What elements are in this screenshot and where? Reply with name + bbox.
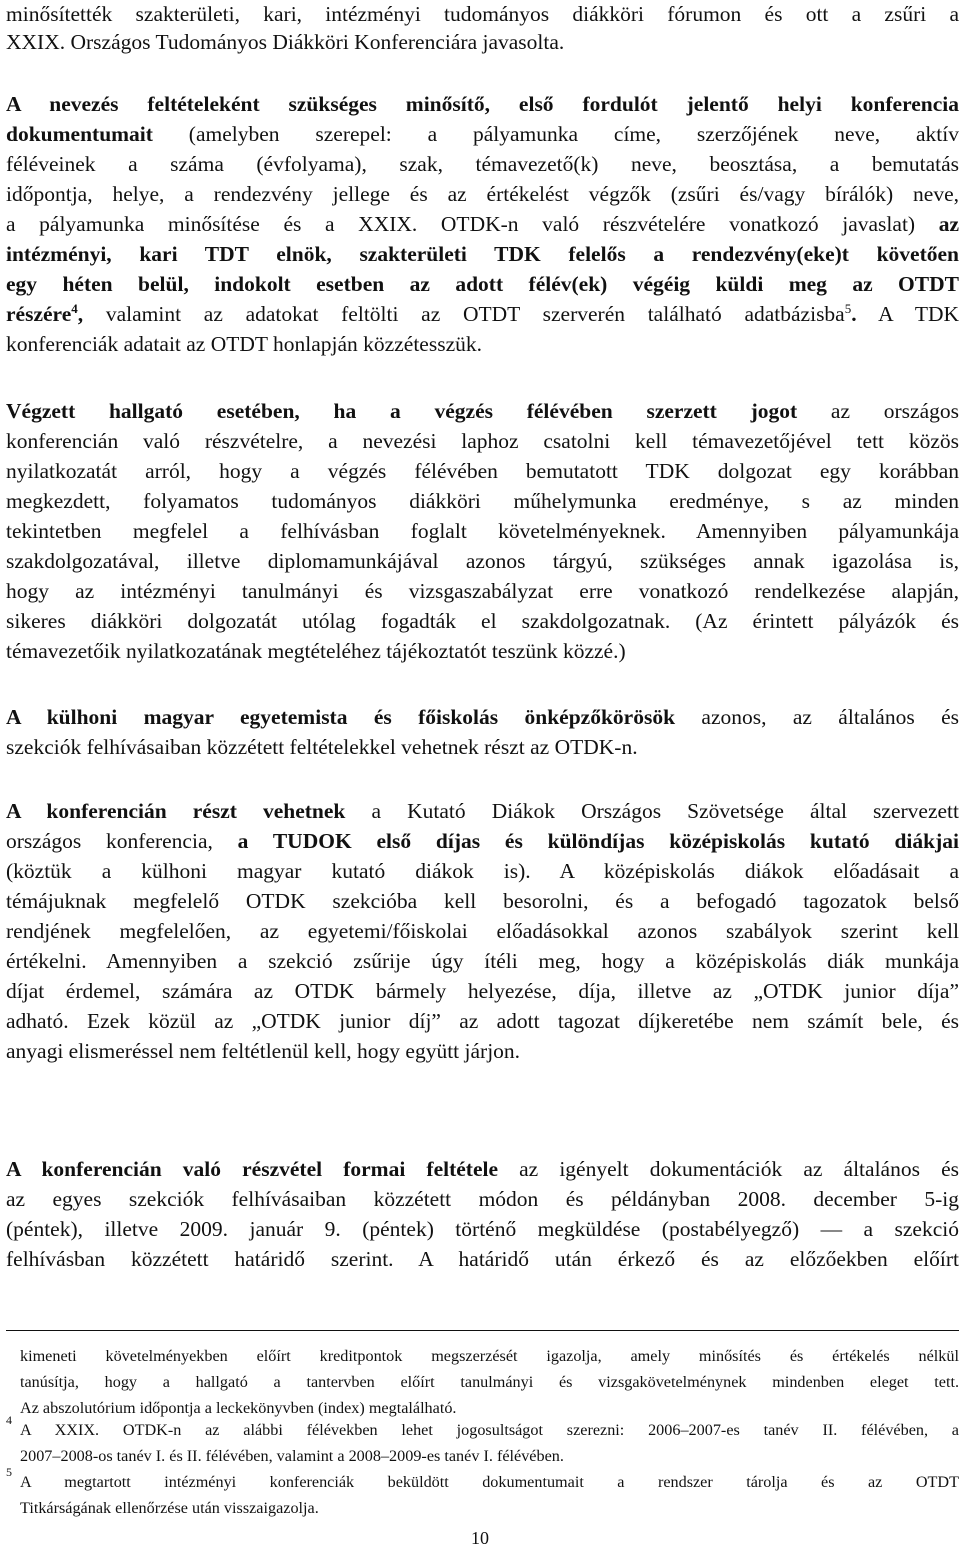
- paragraph-3-line-2: konferencián való részvételre, a nevezési laphoz csatolni kell témavezetőjével tett közös: [6, 429, 959, 453]
- paragraph-5-line-5: rendjének megfelelően, az egyetemi/főiskolai előadásokkal azonos szabályok szerint kell: [6, 919, 959, 943]
- footnote-5-number: 5: [6, 1465, 12, 1479]
- paragraph-2-line-7: egy héten belül, indokolt esetben az adott félév(ek) végéig küldi meg az OTDT: [6, 272, 959, 296]
- paragraph-5-line-3: (köztük a külhoni magyar kutató diákok is). A középiskolás diákok előadásait a: [6, 859, 959, 883]
- paragraph-3-line-7: hogy az intézményi tanulmányi és vizsgaszabályzat erre vonatkozó rendelkezése alapján,: [6, 579, 959, 603]
- footnote-ref-5: 5: [844, 301, 852, 316]
- paragraph-2-line-5: a pályamunka minősítése és a XXIX. OTDK-n való részvételére vonatkozó javaslat) az: [6, 212, 959, 236]
- paragraph-3-line-1: Végzett hallgató esetében, ha a végzés félévében szerzett jogot az országos: [6, 399, 959, 423]
- paragraph-2-line-1: A nevezés feltételeként szükséges minősítő, első fordulót jelentő helyi konferencia: [6, 92, 959, 116]
- paragraph-3-line-8: sikeres diákköri dolgozatát utólag fogadták el szakdolgozatnak. (Az érintett pályázók és: [6, 609, 959, 633]
- paragraph-5-line-8: adható. Ezek közül az „OTDK junior díj” az adott tagozat díjkeretébe nem számít bele, és: [6, 1009, 959, 1033]
- paragraph-2-line-6: intézményi, kari TDT elnök, szakterületi TDK felelős a rendezvény(eke)t követően: [6, 242, 959, 266]
- footnote-5-line-2: Titkárságának ellenőrzése után visszaigazolja.: [20, 1499, 319, 1517]
- footnote-continuation-line-2: tanúsítja, hogy a hallgató a tantervben előírt tanulmányi és vizsgakövetelménynek mindenben eleget tett.: [20, 1373, 959, 1391]
- footnote-continuation-line-1: kimeneti követelményekben előírt kreditpontok megszerzését igazolja, amely minősítés és értékelés nélkül: [20, 1347, 959, 1365]
- paragraph-5-line-9: anyagi elismeréssel nem feltétlenül kell, hogy együtt járjon.: [6, 1039, 521, 1063]
- paragraph-3-line-4: megkezdett, folyamatos tudományos diákköri műhelymunka eredménye, s az minden: [6, 489, 959, 513]
- paragraph-6-line-3: (péntek), illetve 2009. január 9. (péntek) történő megküldése (postabélyegző) — a szekció: [6, 1217, 959, 1241]
- paragraph-6-line-2: az egyes szekciók felhívásaiban közzétett módon és példányban 2008. december 5-ig: [6, 1187, 959, 1211]
- paragraph-3-line-5: tekintetben megfelel a felhívásban foglalt követelményeknek. Amennyiben pályamunkája: [6, 519, 959, 543]
- paragraph-5-line-7: díjat érdemel, számára az OTDK bármely helyezése, díja, illetve az „OTDK junior díja”: [6, 979, 959, 1003]
- paragraph-3-line-3: nyilatkozatát arról, hogy a végzés félévében bemutatott TDK dolgozat egy korábban: [6, 459, 959, 483]
- page-number: 10: [471, 1528, 489, 1548]
- footnote-5-line-1: A megtartott intézményi konferenciák beküldött dokumentumait a rendszer tárolja és az OTDT: [20, 1473, 959, 1491]
- footnote-4-line-1: A XXIX. OTDK-n az alábbi félévekben lehet jogosultságot szerezni: 2006–2007-es tanév II. félévében, a: [20, 1421, 959, 1439]
- paragraph-3-line-6: szakdolgozatával, illetve diplomamunkájával azonos tárgyú, szükséges annak igazolása is,: [6, 549, 959, 573]
- paragraph-4-line-2: szekciók felhívásaiban közzétett feltételekkel vehetnek részt az OTDK-n.: [6, 735, 638, 759]
- paragraph-2-line-8: részére$^4$, valamint az adatokat feltölti az OTDT szerverén található adatbázisba$^5$. A TDK: [6, 301, 959, 326]
- paragraph-4-line-1: A külhoni magyar egyetemista és főiskolás önképzőkörösök azonos, az általános és: [6, 705, 959, 729]
- paragraph-6-line-1: A konferencián való részvétel formai feltétele az igényelt dokumentációk az általános és: [6, 1157, 959, 1181]
- paragraph-2-line-4: időpontja, helye, a rendezvény jellege és az értékelést végzők (zsűri és/vagy bírálók) neve,: [6, 182, 959, 206]
- footnote-4-number: 4: [6, 1413, 12, 1427]
- footnote-continuation-line-3: Az abszolutórium időpontja a leckekönyvben (index) megtalálható.: [20, 1399, 457, 1417]
- footnote-divider: [6, 1330, 959, 1331]
- paragraph-5-line-2: országos konferencia, a TUDOK első díjas és különdíjas középiskolás kutató diákjai: [6, 829, 959, 853]
- paragraph-2-line-2: dokumentumait (amelyben szerepel: a pályamunka címe, szerzőjének neve, aktív: [6, 122, 959, 146]
- footnote-ref-4: 4: [71, 301, 78, 316]
- paragraph-5-line-1: A konferencián részt vehetnek a Kutató Diákok Országos Szövetsége által szervezett: [6, 799, 959, 823]
- paragraph-3-line-9: témavezetőik nyilatkozatának megtételéhez tájékoztatót teszünk közzé.): [6, 639, 626, 663]
- paragraph-5-line-6: értékelni. Amennyiben a szekció zsűrije úgy ítéli meg, hogy a középiskolás diák munkája: [6, 949, 959, 973]
- paragraph-2-line-9: konferenciák adatait az OTDT honlapján közzétesszük.: [6, 332, 482, 356]
- paragraph-6-line-4: felhívásban közzétett határidő szerint. A határidő után érkező és az előzőekben előírt: [6, 1247, 959, 1271]
- paragraph-1-line-1: minősítették szakterületi, kari, intézményi tudományos diákköri fórumon és ott a zsűri a: [6, 2, 959, 26]
- paragraph-2-line-3: féléveinek a száma (évfolyama), szak, témavezető(k) neve, beosztása, a bemutatás: [6, 152, 959, 176]
- footnote-4-line-2: 2007–2008-os tanév I. és II. félévében, valamint a 2008–2009-es tanév I. félévében.: [20, 1447, 564, 1465]
- paragraph-1-line-2: XXIX. Országos Tudományos Diákköri Konferenciára javasolta.: [6, 30, 565, 54]
- paragraph-5-line-4: témájuknak megfelelő OTDK szekcióba kell besorolni, és a befogadó tagozatok belső: [6, 889, 959, 913]
